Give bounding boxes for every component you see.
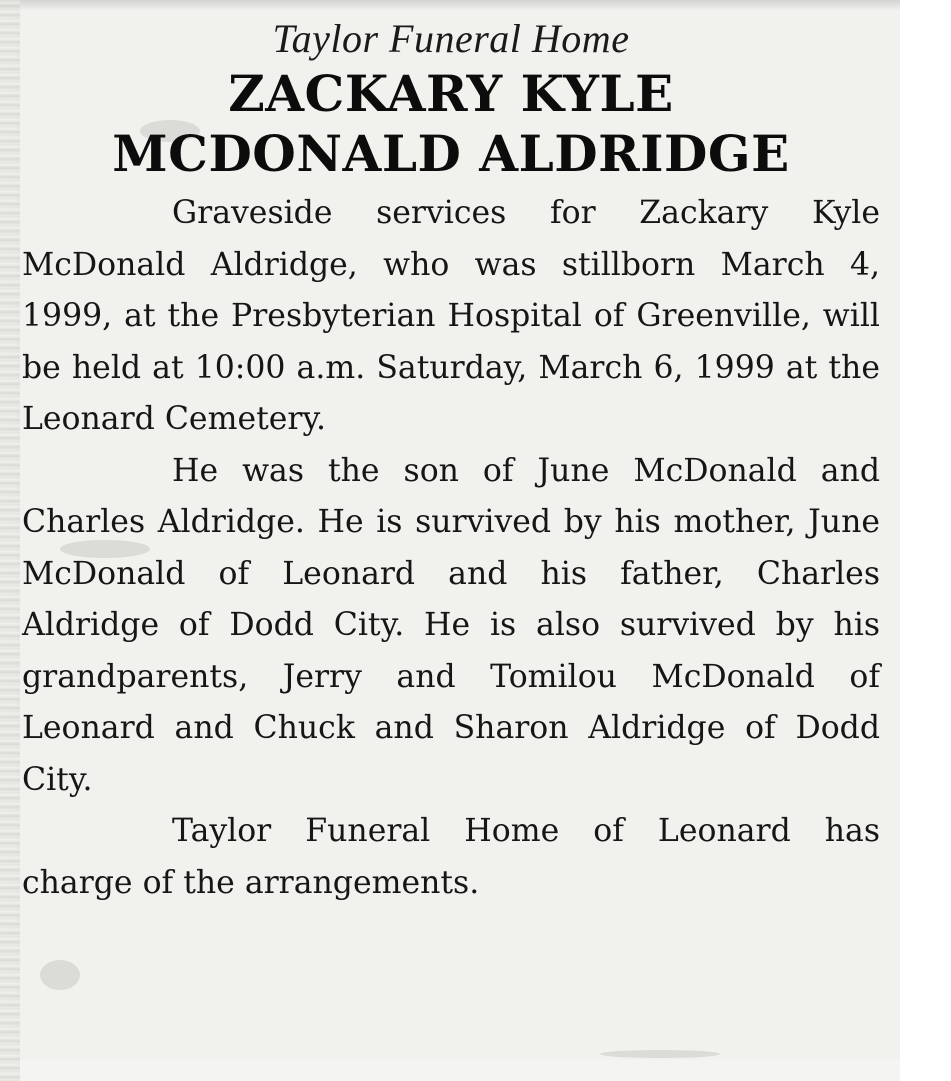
- funeral-home-masthead: Taylor Funeral Home: [272, 16, 630, 61]
- clipping-left-edge: [0, 0, 20, 1081]
- service-details-paragraph: Graveside services for Zackary Kyle McDonald Aldridge, who was stillborn March 4, 1999, at the Presbyterian Hospital of Greenville, will be held at 10:00 a.m. Saturday, March 6, 1999 at the Leonard Cemetery.: [22, 195, 880, 437]
- headline-line-1: ZACKARY KYLE: [228, 64, 674, 123]
- paper-speck: [40, 960, 80, 990]
- arrangements-paragraph: Taylor Funeral Home of Leonard has charge of the arrangements.: [22, 813, 880, 901]
- clipping-top-edge: [0, 0, 951, 10]
- survivors-paragraph: He was the son of June McDonald and Charles Aldridge. He is survived by his mother, June McDonald of Leonard and his father, Charles Aldridge of Dodd City. He is also survived by his grandparents, Jerry and Tomilou McDonald of Leonard and Chuck and Sharon Aldridge of Dodd City.: [22, 452, 880, 798]
- obituary-body: [22, 188, 880, 909]
- headline-line-2: MCDONALD ALDRIDGE: [112, 124, 790, 183]
- obituary: [22, 14, 880, 909]
- paper-speck: [600, 1050, 720, 1058]
- obituary-headline: [22, 64, 880, 184]
- scan-margin: [900, 0, 951, 1081]
